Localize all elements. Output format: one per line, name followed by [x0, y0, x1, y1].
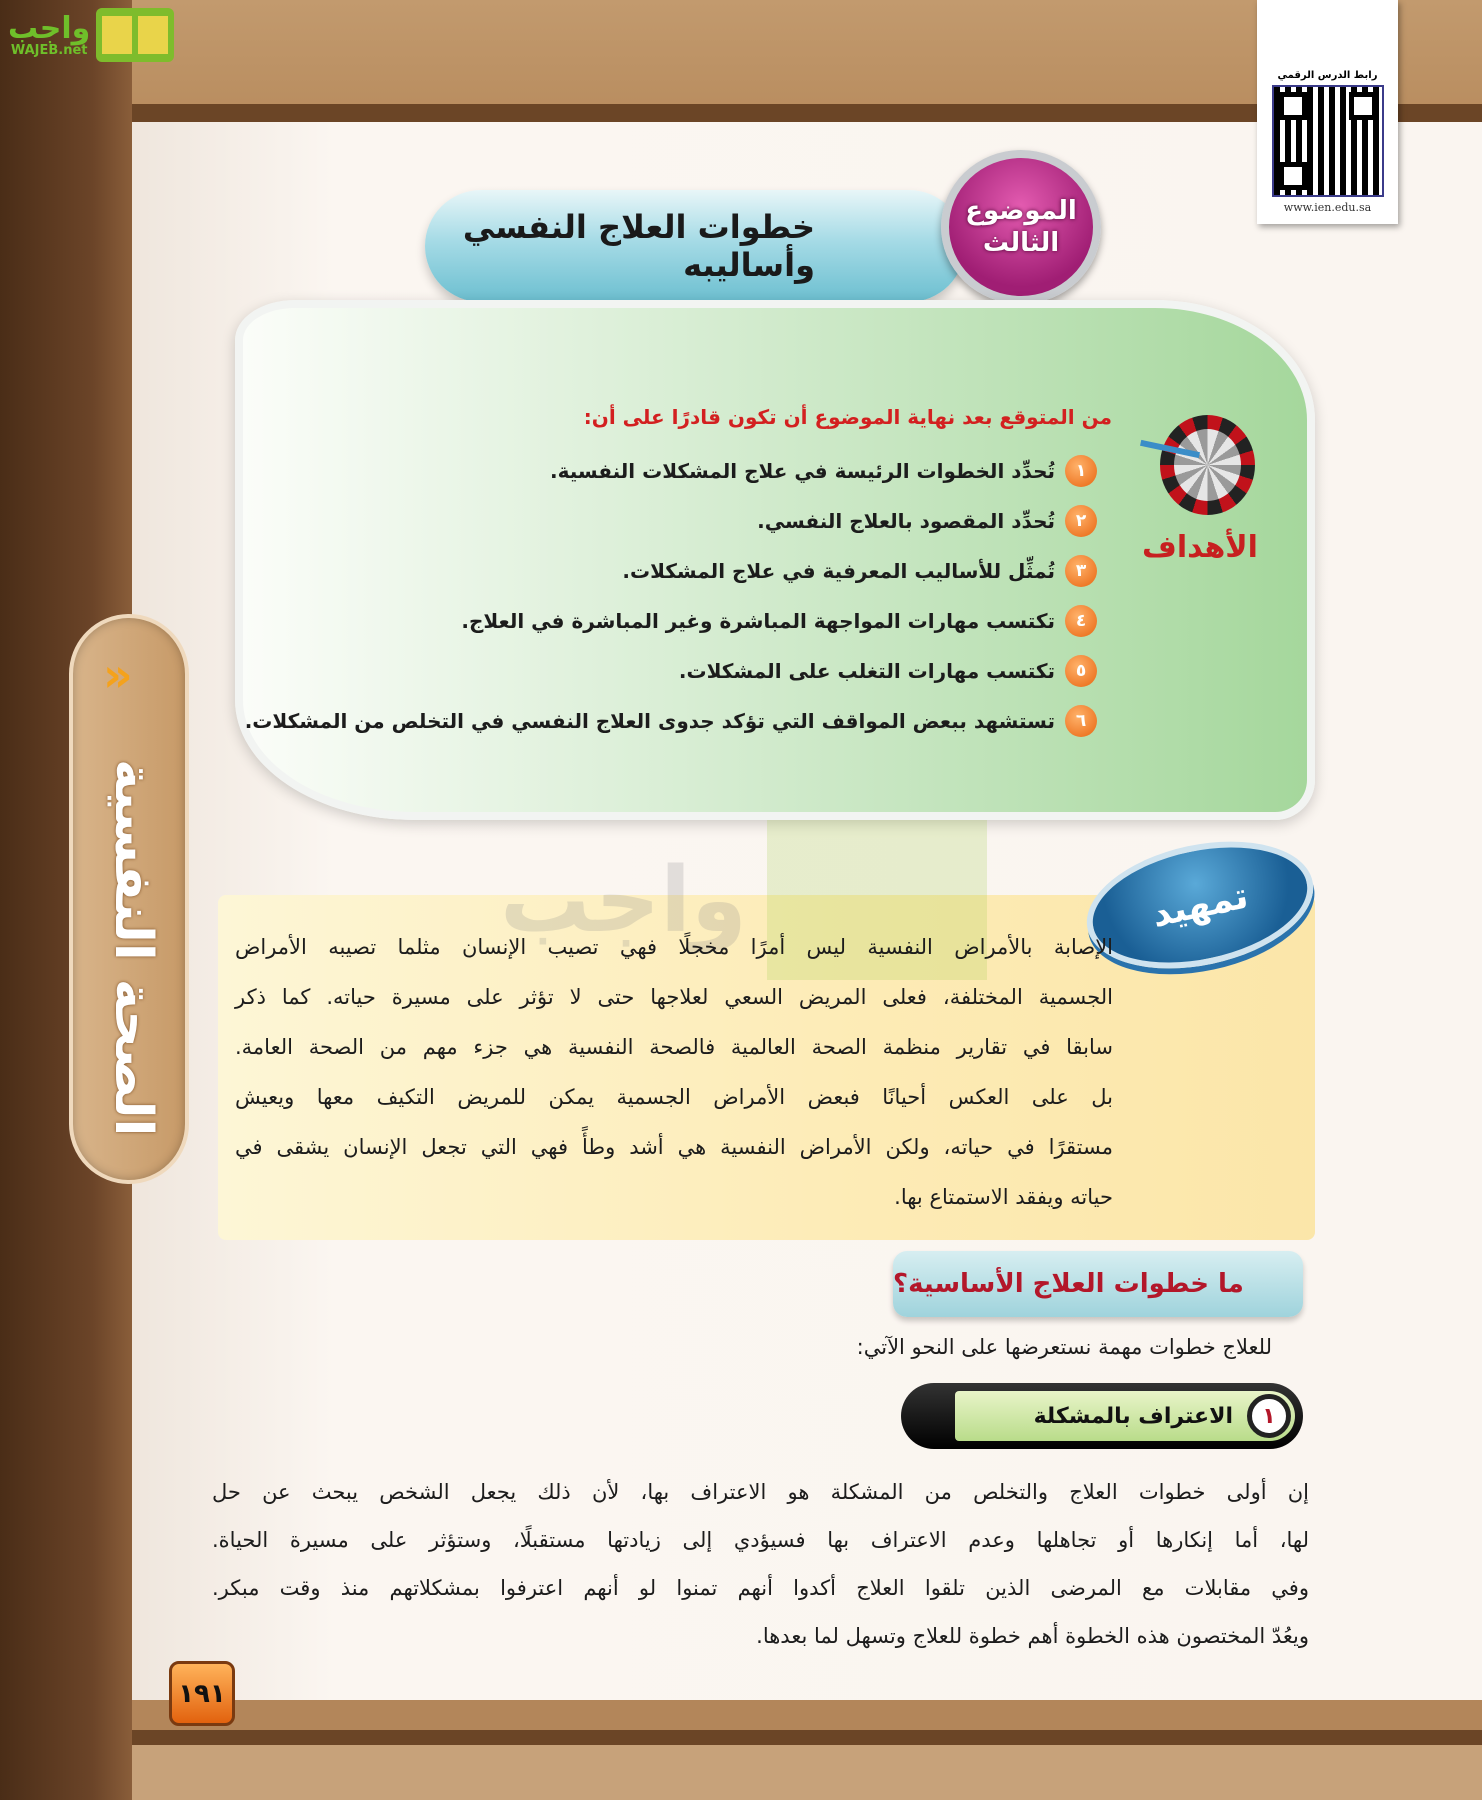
- objective-item: [622, 555, 1097, 587]
- paragraph-line: مستقرًا في حياته، ولكن الأمراض النفسية هي أشد وطأً فهي التي تجعل الإنسان يشقى في: [235, 1135, 1113, 1159]
- section-heading: ما خطوات العلاج الأساسية؟: [893, 1251, 1303, 1317]
- book-icon: [96, 8, 174, 62]
- unit-side-tab[interactable]: [69, 614, 189, 1184]
- topic-badge-line2: الثالث: [982, 228, 1060, 258]
- unit-side-tab-label: الصحة النفسية: [103, 759, 163, 1137]
- topic-title-banner: [425, 190, 965, 302]
- objective-item: [550, 455, 1097, 487]
- objective-text: تستشهد ببعض المواقف التي تؤكد جدوى العلاج النفسي في التخلص من المشكلات.: [244, 709, 1055, 733]
- objective-number: ٥: [1065, 655, 1097, 687]
- paragraph-line: إن أولى خطوات العلاج والتخلص من المشكلة هو الاعتراف بها، لأن ذلك يجعل الشخص يبحث عن حل: [212, 1480, 1309, 1504]
- objective-number: ٣: [1065, 555, 1097, 587]
- objective-number: ٢: [1065, 505, 1097, 537]
- objective-number: ٦: [1065, 705, 1097, 737]
- qr-card[interactable]: [1257, 0, 1398, 224]
- step-paragraph: [212, 1468, 1309, 1660]
- paragraph-line: الإصابة بالأمراض النفسية ليس أمرًا مخجلًا فهي تصيب الإنسان مثلما تصيبه الأمراض: [235, 935, 1113, 959]
- paragraph-line: بل على العكس أحيانًا فبعض الأمراض الجسمية يمكن للمريض التكيف معها ويعيش: [235, 1085, 1113, 1109]
- wajeb-logo[interactable]: [8, 4, 188, 66]
- topic-badge-line1: الموضوع: [965, 195, 1077, 226]
- objective-text: تُحدِّد الخطوات الرئيسة في علاج المشكلات النفسية.: [549, 459, 1055, 483]
- objective-item: [679, 655, 1097, 687]
- step-label: الاعتراف بالمشكلة: [1033, 1403, 1233, 1429]
- objective-text: تكتسب مهارات المواجهة المباشرة وغير المباشرة في العلاج.: [461, 609, 1055, 633]
- section-intro: للعلاج خطوات مهمة نستعرضها على النحو الآتي:: [856, 1335, 1272, 1359]
- topic-badge: [941, 150, 1101, 304]
- intro-paragraph: [235, 922, 1113, 1222]
- objective-item: [461, 605, 1097, 637]
- logo-text: واجب WAJEB.net: [8, 10, 91, 58]
- page-number: ١٩١: [169, 1661, 235, 1726]
- paragraph-line: سابقا في تقارير منظمة الصحة العالمية فالصحة النفسية هي جزء مهم من الصحة العامة.: [235, 1035, 1113, 1059]
- objective-number: ١: [1065, 455, 1097, 487]
- objective-text: تكتسب مهارات التغلب على المشكلات.: [678, 659, 1055, 683]
- qr-url[interactable]: www.ien.edu.sa: [1283, 201, 1372, 214]
- step-heading: [901, 1383, 1303, 1449]
- objective-item: [757, 505, 1097, 537]
- qr-code-icon[interactable]: [1272, 85, 1384, 197]
- intro-badge: تمهيد: [1075, 822, 1325, 987]
- topic-title: خطوات العلاج النفسي وأساليبه: [462, 208, 815, 284]
- dartboard-icon: [1160, 415, 1255, 515]
- step-number: ١: [1247, 1394, 1291, 1438]
- objective-item: [245, 705, 1097, 737]
- objectives-heading: الأهداف: [1142, 530, 1258, 565]
- objective-text: تُحدِّد المقصود بالعلاج النفسي.: [757, 509, 1055, 533]
- objective-number: ٤: [1065, 605, 1097, 637]
- paragraph-line: وفي مقابلات مع المرضى الذين تلقوا العلاج أكدوا أنهم تمنوا لو أنهم اعترفوا بمشكلاتهم منذ وقت مبكر.: [212, 1576, 1309, 1600]
- objectives-intro: من المتوقع بعد نهاية الموضوع أن تكون قادرًا على أن:: [583, 405, 1112, 429]
- paragraph-line: ويعُدّ المختصون هذه الخطوة أهم خطوة للعلاج وتسهل لما بعدها.: [756, 1624, 1309, 1648]
- chevrons-icon: »: [103, 648, 133, 702]
- bottom-band: [132, 1700, 1482, 1800]
- paragraph-line: حياته ويفقد الاستمتاع بها.: [894, 1185, 1113, 1209]
- watermark-text: واجب: [500, 847, 747, 953]
- qr-label: رابط الدرس الرقمي: [1277, 70, 1378, 81]
- paragraph-line: لها، أما إنكارها أو تجاهلها وعدم الاعتراف بها فسيؤدي إلى زيادتها مستقبلًا، وستؤثر على مسيرة الحياة.: [212, 1528, 1309, 1552]
- objective-text: تُمثِّل للأساليب المعرفية في علاج المشكلات.: [622, 559, 1055, 583]
- paragraph-line: الجسمية المختلفة، فعلى المريض السعي لعلاجها حتى لا تؤثر على مسيرة حياته. كما ذكر: [235, 985, 1113, 1009]
